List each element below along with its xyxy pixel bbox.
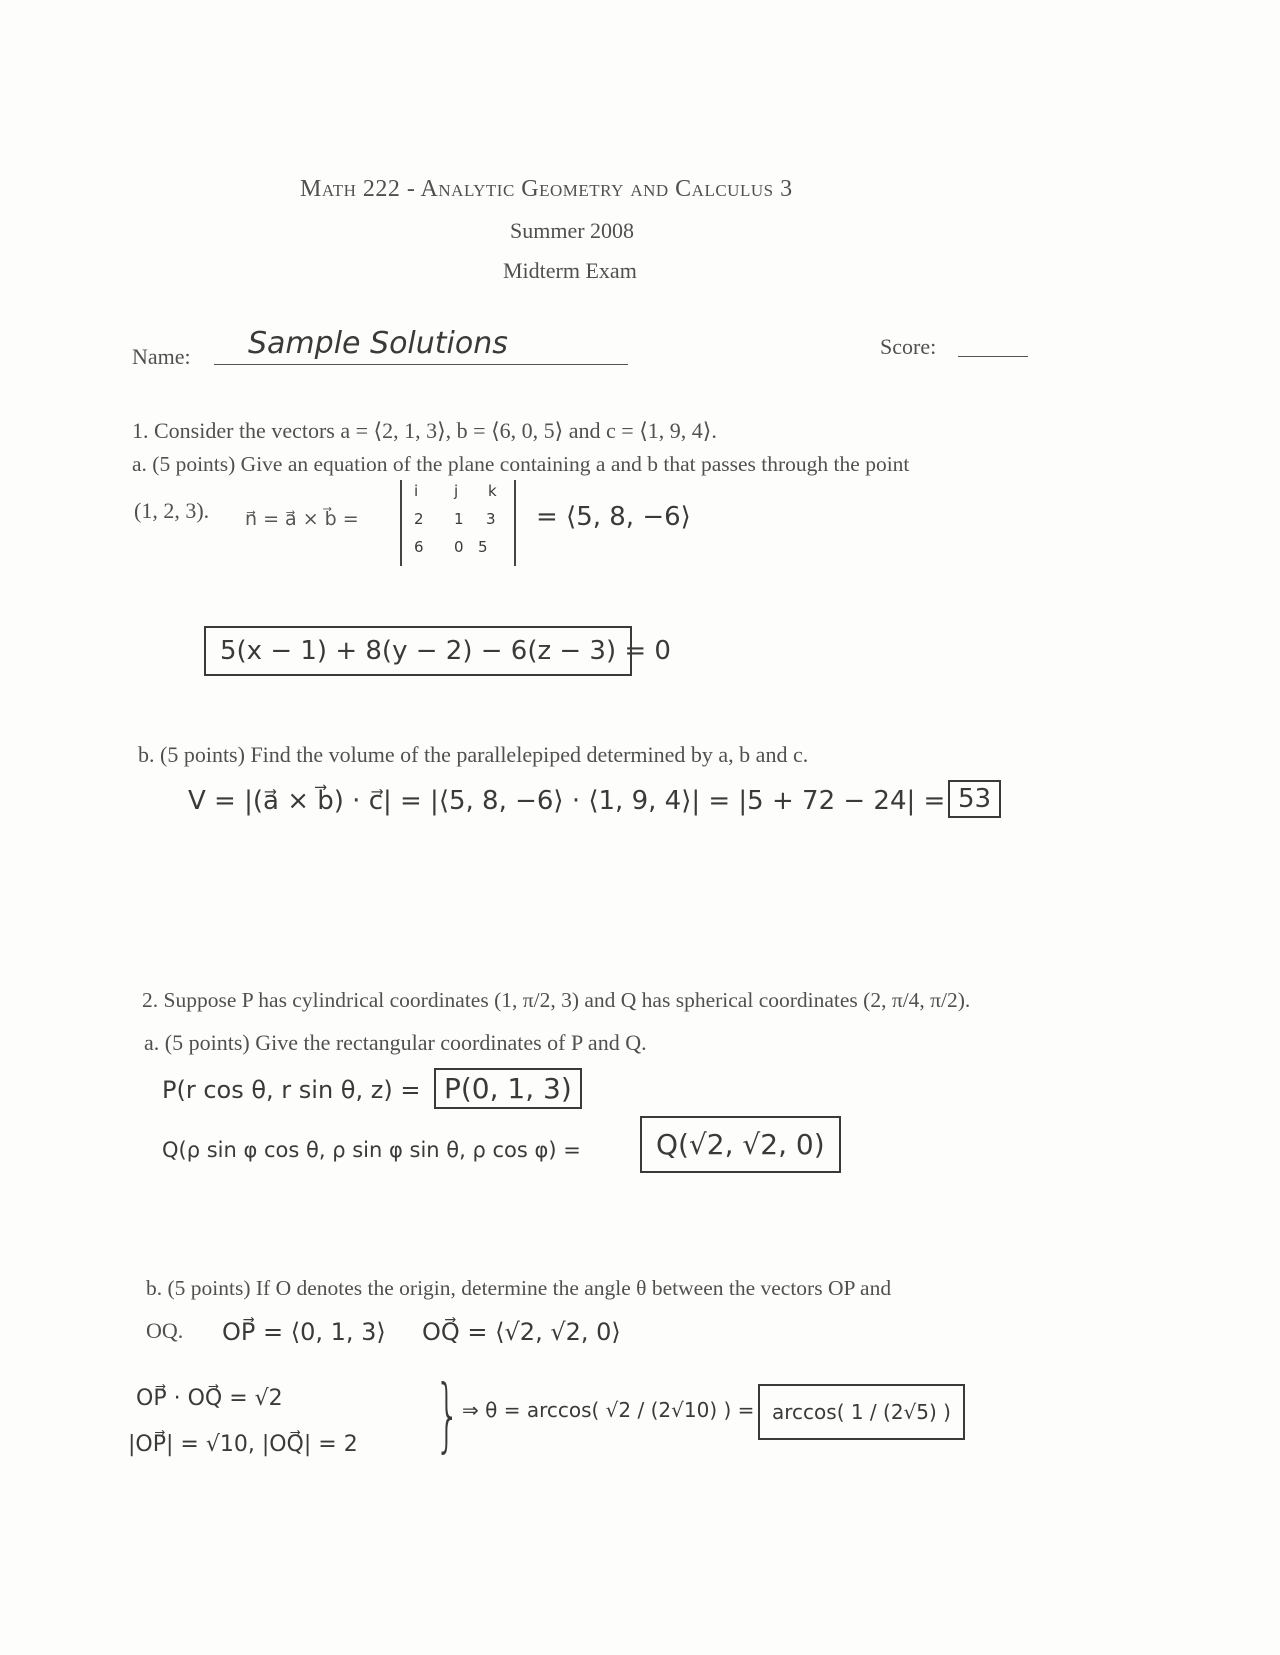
q2b-norms: |OP⃗| = √10, |OQ⃗| = 2: [128, 1432, 358, 1457]
q1a-prompt-line2: (1, 2, 3).: [134, 498, 210, 523]
q2b-answer-box: arccos( 1 / (2√5) ): [758, 1384, 965, 1440]
q1-stem: 1. Consider the vectors a = ⟨2, 1, 3⟩, b = ⟨6, 0, 5⟩ and c = ⟨1, 9, 4⟩.: [132, 418, 717, 443]
q2b-implies: ⇒ θ = arccos( √2 / (2√10) ) =: [462, 1398, 755, 1422]
q1b-prompt: b. (5 points) Find the volume of the parallelepiped determined by a, b and c.: [138, 742, 809, 767]
q2a-work-p: P(r cos θ, r sin θ, z) =: [162, 1076, 421, 1104]
det-j: j: [454, 482, 459, 500]
q2a-answer-p-box: P(0, 1, 3): [434, 1068, 582, 1109]
q1a-normal-result: = ⟨5, 8, −6⟩: [536, 502, 691, 532]
q2a-prompt: a. (5 points) Give the rectangular coordinates of P and Q.: [144, 1030, 647, 1055]
det-b2: 0: [454, 538, 464, 556]
q2b-oq-vector: OQ⃗ = ⟨√2, √2, 0⟩: [422, 1318, 621, 1346]
course-title: Math 222 - Analytic Geometry and Calculus 3: [300, 176, 793, 202]
exam-title: Midterm Exam: [503, 258, 637, 283]
q2b-prompt-line1: b. (5 points) If O denotes the origin, determine the angle θ between the vectors OP and: [146, 1276, 892, 1300]
det-a3: 3: [486, 510, 496, 528]
det-a2: 1: [454, 510, 464, 528]
q1a-determinant: [400, 480, 516, 566]
det-a1: 2: [414, 510, 424, 528]
q1a-prompt-line1: a. (5 points) Give an equation of the plane containing a and b that passes through the point: [132, 452, 910, 476]
name-value: Sample Solutions: [248, 326, 508, 361]
name-underline: [214, 364, 628, 365]
det-k: k: [488, 482, 497, 500]
q1a-normal-expr: n⃗ = a⃗ × b⃗ =: [245, 508, 359, 530]
q2b-dot-product: OP⃗ · OQ⃗ = √2: [136, 1386, 283, 1411]
term: Summer 2008: [510, 218, 635, 243]
det-b3: 5: [478, 538, 488, 556]
q2b-op-vector: OP⃗ = ⟨0, 1, 3⟩: [222, 1318, 386, 1346]
q1b-answer-box: 53: [948, 780, 1001, 818]
q2a-work-q: Q(ρ sin φ cos θ, ρ sin φ sin θ, ρ cos φ) =: [162, 1138, 581, 1162]
q2b-prompt-line2: OQ.: [146, 1318, 184, 1343]
q2b-brace: }: [434, 1368, 461, 1461]
q1b-work: V = |(a⃗ × b⃗) · c⃗| = |⟨5, 8, −6⟩ · ⟨1, 9, 4⟩| = |5 + 72 − 24| =: [188, 786, 946, 816]
score-underline: [958, 356, 1028, 357]
q2a-answer-q-box: Q(√2, √2, 0): [640, 1116, 841, 1173]
score-label: Score:: [880, 334, 937, 359]
det-i: i: [414, 482, 419, 500]
name-label: Name:: [132, 344, 191, 369]
q2-stem: 2. Suppose P has cylindrical coordinates (1, π/2, 3) and Q has spherical coordinates (2, π/4, π/2).: [142, 988, 971, 1012]
q1a-answer-box: 5(x − 1) + 8(y − 2) − 6(z − 3) = 0: [204, 626, 632, 676]
det-b1: 6: [414, 538, 424, 556]
